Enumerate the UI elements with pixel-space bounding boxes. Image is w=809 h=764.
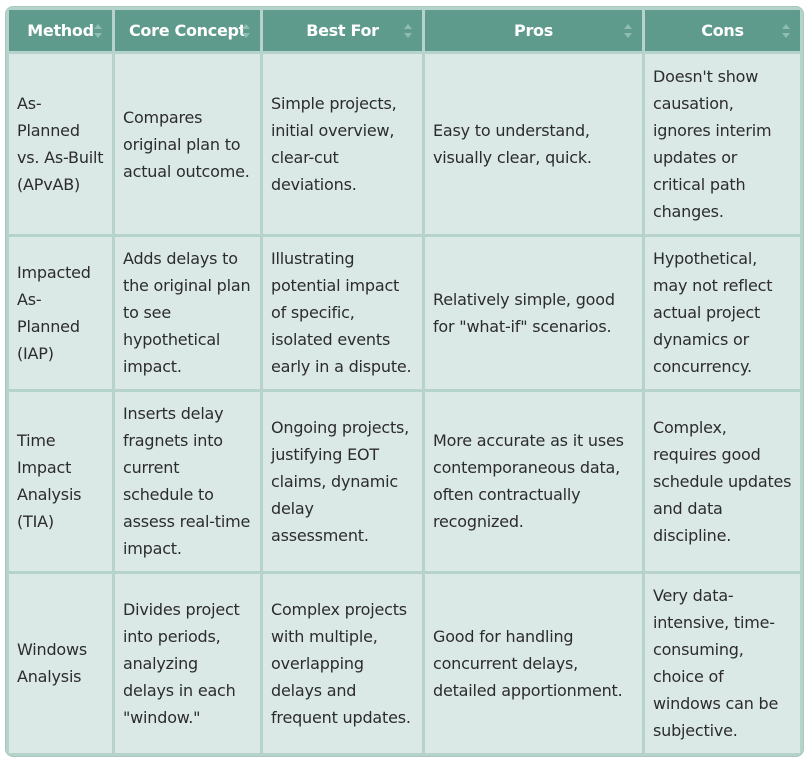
column-header-label: Core Concept — [128, 21, 246, 40]
cell-best-for: Complex projects with multiple, overlapping delays and frequent updates. — [263, 574, 422, 753]
column-header-label: Pros — [514, 21, 553, 40]
cell-core-concept: Compares original plan to actual outcome. — [115, 54, 260, 234]
delay-analysis-methods-table — [6, 7, 803, 756]
cell-method: Windows Analysis — [9, 574, 112, 753]
cell-method: Time Impact Analysis (TIA) — [9, 392, 112, 571]
table-body — [9, 54, 800, 753]
cell-cons: Doesn't show causation, ignores interim updates or critical path changes. — [645, 54, 800, 234]
column-header-cons[interactable] — [645, 10, 800, 51]
table-row — [9, 237, 800, 389]
cell-pros: Relatively simple, good for "what-if" scenarios. — [425, 237, 642, 389]
table-row — [9, 54, 800, 234]
cell-core-concept: Divides project into periods, analyzing delays in each "window." — [115, 574, 260, 753]
cell-best-for: Illustrating potential impact of specific, isolated events early in a dispute. — [263, 237, 422, 389]
sort-icon[interactable] — [404, 24, 413, 38]
column-header-core-concept[interactable] — [115, 10, 260, 51]
header-row — [9, 10, 800, 51]
column-header-label: Method — [27, 21, 94, 40]
table-row — [9, 574, 800, 753]
cell-method: As-Planned vs. As-Built (APvAB) — [9, 54, 112, 234]
cell-method: Impacted As-Planned (IAP) — [9, 237, 112, 389]
table-header — [9, 10, 800, 51]
cell-cons: Very data-intensive, time-consuming, choice of windows can be subjective. — [645, 574, 800, 753]
cell-cons: Hypothetical, may not reflect actual project dynamics or concurrency. — [645, 237, 800, 389]
cell-pros: Easy to understand, visually clear, quick. — [425, 54, 642, 234]
sort-icon[interactable] — [242, 24, 251, 38]
sort-icon[interactable] — [94, 24, 103, 38]
column-header-label: Best For — [306, 21, 379, 40]
column-header-method[interactable] — [9, 10, 112, 51]
cell-pros: More accurate as it uses contemporaneous data, often contractually recognized. — [425, 392, 642, 571]
comparison-table-container — [6, 7, 803, 756]
cell-core-concept: Inserts delay fragnets into current schedule to assess real-time impact. — [115, 392, 260, 571]
cell-core-concept: Adds delays to the original plan to see hypothetical impact. — [115, 237, 260, 389]
cell-cons: Complex, requires good schedule updates and data discipline. — [645, 392, 800, 571]
cell-pros: Good for handling concurrent delays, detailed apportionment. — [425, 574, 642, 753]
column-header-best-for[interactable] — [263, 10, 422, 51]
sort-icon[interactable] — [624, 24, 633, 38]
table-row — [9, 392, 800, 571]
cell-best-for: Ongoing projects, justifying EOT claims, dynamic delay assessment. — [263, 392, 422, 571]
cell-best-for: Simple projects, initial overview, clear-cut deviations. — [263, 54, 422, 234]
column-header-pros[interactable] — [425, 10, 642, 51]
column-header-label: Cons — [701, 21, 744, 40]
sort-icon[interactable] — [782, 24, 791, 38]
